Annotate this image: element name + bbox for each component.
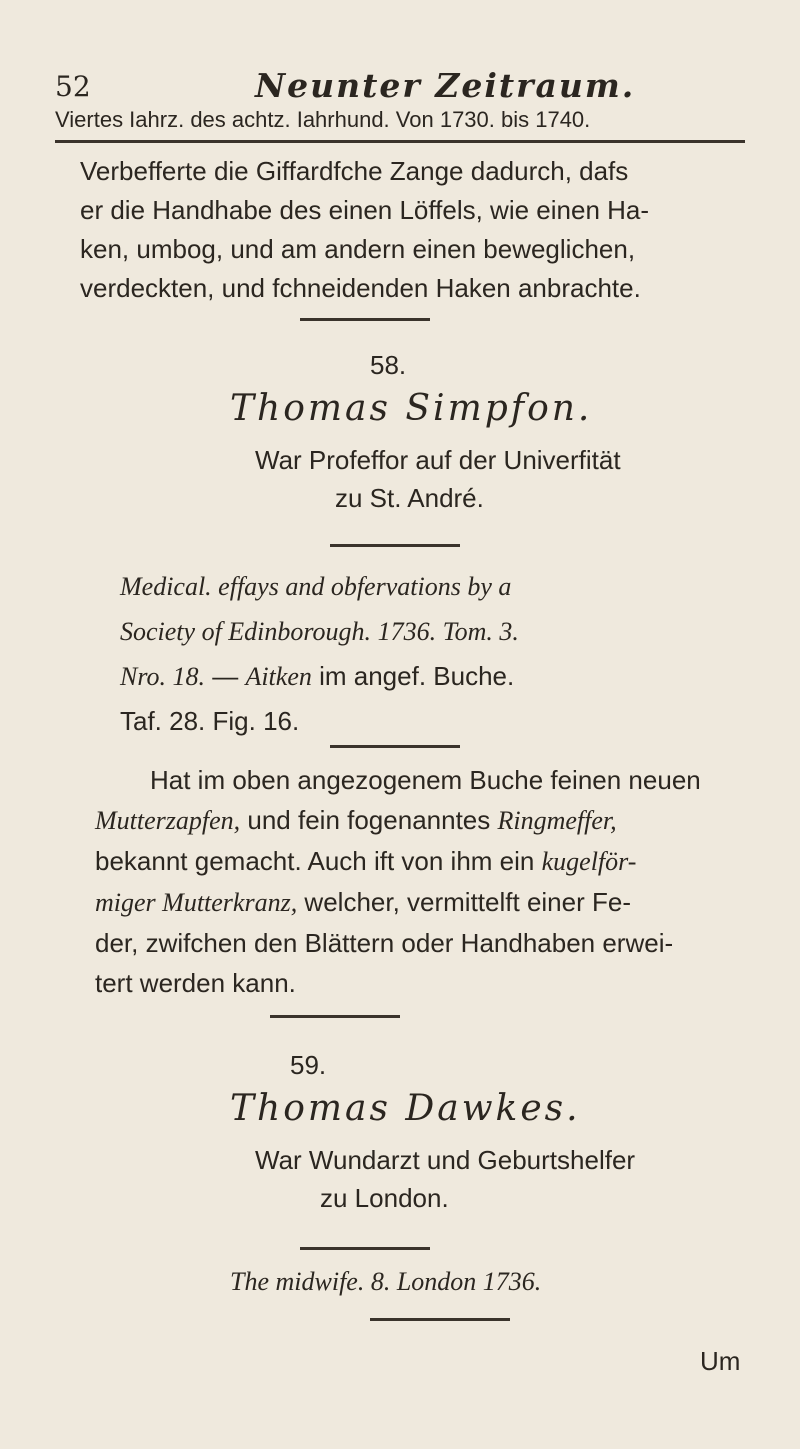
citation-journal: Society of Edinborough. [120, 617, 372, 646]
catchword: Um [700, 1346, 741, 1376]
entry-desc-line-2: zu St. André. [335, 483, 484, 513]
intro-line-3: ken, umbog, und am andern einen beweglichen, [80, 234, 636, 264]
citation-line-2 [120, 609, 519, 654]
citation-line-3 [120, 654, 519, 699]
term-kugelfoermig: kugelför- [541, 847, 637, 876]
separator-rule [330, 544, 460, 547]
citation-ref: im angef. Buche. [311, 661, 515, 691]
intro-paragraph [80, 152, 649, 308]
citation-author: Aitken [245, 662, 312, 691]
entry-desc-line-1: War Wundarzt und Geburtshelfer [255, 1145, 636, 1175]
term-mutterzapfen: Mutterzapfen, [95, 806, 241, 835]
para-line-1: Hat im oben angezogenem Buche feinen neuen [150, 765, 701, 795]
running-title: Neunter Zeitraum. [255, 66, 636, 105]
entry-name-dawkes: Thomas Dawkes. [230, 1088, 581, 1129]
citation-line-1: Medical. effays and obfervations by a [120, 572, 512, 601]
separator-rule [300, 318, 430, 321]
para-line-2 [95, 800, 701, 841]
entry-desc-line-1: War Profeffor auf der Univerfität [255, 445, 621, 475]
citation-dawkes: The midwife. 8. London 1736. [230, 1267, 542, 1296]
para-text: und fein fogenanntes [240, 805, 498, 835]
citation-year: 1736. Tom. 3. [371, 617, 519, 646]
header-subtitle: Viertes Iahrz. des achtz. Iahrhund. Von 1730. bis 1740. [55, 107, 591, 132]
intro-line-4: verdeckten, und fchneidenden Haken anbrachte. [80, 273, 641, 303]
entry-desc-line-2: zu London. [320, 1183, 449, 1213]
citation-line-4: Taf. 28. Fig. 16. [120, 706, 300, 736]
citation-dash: — [205, 661, 246, 691]
header-rule [55, 140, 745, 143]
term-mutterkranz: miger Mutterkranz, [95, 888, 298, 917]
entry-number-58: 58. [370, 350, 407, 380]
entry-number-59: 59. [290, 1050, 327, 1080]
para-line-6: tert werden kann. [95, 968, 296, 998]
separator-rule [330, 745, 460, 748]
para-text: welcher, vermittelft einer Fe- [297, 887, 631, 917]
separator-rule [270, 1015, 400, 1018]
para-line-5: der, zwifchen den Blättern oder Handhaben erwei- [95, 928, 674, 958]
intro-line-2: er die Handhabe des einen Löffels, wie einen Ha- [80, 195, 650, 225]
page-header [55, 66, 745, 140]
paragraph-simpson [95, 760, 701, 1003]
para-line-3 [95, 841, 701, 882]
entry-name-simpson: Thomas Simpfon. [230, 388, 593, 429]
separator-rule [370, 1318, 510, 1321]
citation-simpson [120, 565, 519, 743]
term-ringmesser: Ringmeffer, [497, 806, 617, 835]
page-number: 52 [55, 70, 91, 103]
para-text: bekannt gemacht. Auch ift von ihm ein [95, 846, 542, 876]
intro-line-1: Verbefferte die Giffardfche Zange dadurch, dafs [80, 156, 629, 186]
para-line-4 [95, 882, 701, 923]
citation-nro: Nro. 18. [120, 662, 205, 691]
separator-rule [300, 1247, 430, 1250]
